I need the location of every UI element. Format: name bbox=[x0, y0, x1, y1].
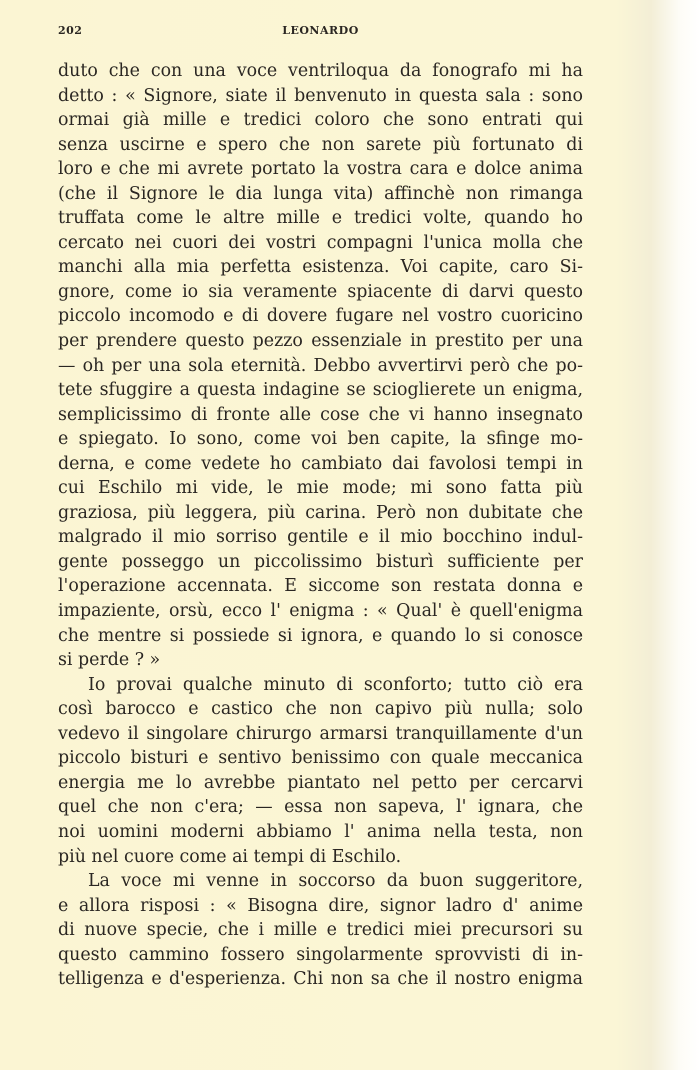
text-line: (che il Signore le dia lunga vita) affinchè non rimanga bbox=[58, 183, 583, 204]
text-line: loro e che mi avrete portato la vostra cara e dolce anima bbox=[58, 159, 583, 180]
text-line: derna, e come vedete ho cambiato dai favolosi tempi in bbox=[58, 453, 583, 474]
text-line: ormai già mille e tredici coloro che sono entrati qui bbox=[58, 110, 583, 131]
text-line: e allora risposi : « Bisogna dire, signor ladro d' anime bbox=[58, 895, 583, 916]
text-line: che mentre si possiede si ignora, e quando lo si conosce bbox=[58, 625, 583, 646]
text-line: noi uomini moderni abbiamo l' anima nella testa, non bbox=[58, 821, 583, 842]
text-line: quel che non c'era; — essa non sapeva, l' ignara, che bbox=[58, 797, 583, 818]
page-header bbox=[58, 24, 583, 42]
text-line: truffata come le altre mille e tredici volte, quando ho bbox=[58, 208, 583, 229]
text-line: gnore, come io sia veramente spiacente di darvi questo bbox=[58, 281, 583, 302]
text-line: per prendere questo pezzo essenziale in prestito per una bbox=[58, 331, 583, 352]
running-title: LEONARDO bbox=[282, 24, 359, 37]
text-line: semplicissimo di fronte alle cose che vi hanno insegnato bbox=[58, 404, 583, 425]
text-line: La voce mi venne in soccorso da buon suggeritore, bbox=[88, 871, 583, 892]
text-line: di nuove specie, che i mille e tredici miei precursori su bbox=[58, 920, 583, 941]
text-line: più nel cuore come ai tempi di Eschilo. bbox=[58, 846, 402, 867]
text-line: questo cammino fossero singolarmente sprovvisti di in- bbox=[58, 944, 583, 965]
text-line: l'operazione accennata. E siccome son restata donna e bbox=[58, 576, 583, 597]
text-line: cui Eschilo mi vide, le mie mode; mi sono fatta più bbox=[58, 478, 583, 499]
text-line: e spiegato. Io sono, come voi ben capite, la sfinge mo- bbox=[58, 429, 583, 450]
text-line: duto che con una voce ventriloqua da fonografo mi ha bbox=[58, 61, 583, 81]
text-line: tete sfuggire a questa indagine se scioglierete un enigma, bbox=[58, 380, 583, 401]
text-line: vedevo il singolare chirurgo armarsi tranquillamente d'un bbox=[58, 723, 583, 744]
text-line: manchi alla mia perfetta esistenza. Voi capite, caro Si- bbox=[58, 257, 583, 278]
text-line: — oh per una sola eternità. Debbo avvertirvi però che po- bbox=[58, 355, 583, 376]
text-line: malgrado il mio sorriso gentile e il mio bocchino indul- bbox=[58, 527, 583, 548]
text-line: senza uscirne e spero che non sarete più fortunato di bbox=[58, 134, 583, 155]
text-line: piccolo bisturi e sentivo benissimo con quale meccanica bbox=[58, 748, 583, 769]
body-text bbox=[58, 59, 583, 992]
text-line: impaziente, orsù, ecco l' enigma : « Qual' è quell'enigma bbox=[58, 601, 583, 622]
text-line: piccolo incomodo e di dovere fugare nel vostro cuoricino bbox=[58, 306, 583, 327]
text-line: energia me lo avrebbe piantato nel petto per cercarvi bbox=[58, 772, 583, 793]
text-line: gente posseggo un piccolissimo bisturì sufficiente per bbox=[58, 551, 583, 572]
text-line: detto : « Signore, siate il benvenuto in questa sala : sono bbox=[58, 85, 583, 106]
page-number: 202 bbox=[58, 24, 83, 37]
text-line: così barocco e castico che non capivo più nulla; solo bbox=[58, 699, 583, 720]
text-line: telligenza e d'esperienza. Chi non sa che il nostro enigma bbox=[58, 969, 583, 990]
text-line: si perde ? » bbox=[58, 650, 161, 671]
text-line: cercato nei cuori dei vostri compagni l'unica molla che bbox=[58, 232, 583, 253]
text-line: graziosa, più leggera, più carina. Però non dubitate che bbox=[58, 502, 583, 523]
text-line: Io provai qualche minuto di sconforto; tutto ciò era bbox=[88, 674, 583, 695]
